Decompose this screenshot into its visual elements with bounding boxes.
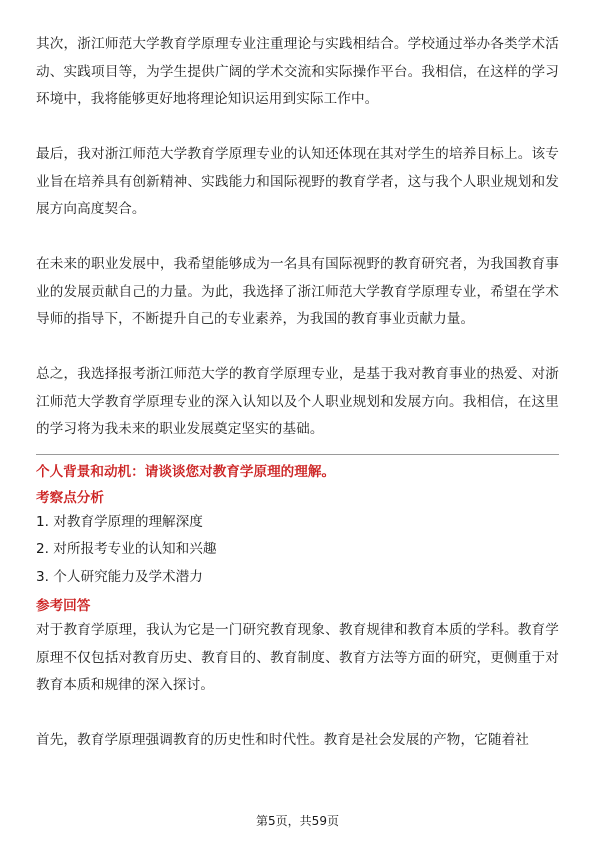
document-body [36,31,559,755]
answer-paragraph-1: 对于教育学原理，我认为它是一门研究教育现象、教育规律和教育本质的学科。教育学原理不仅包括对教育历史、教育目的、教育制度、教育方法等方面的研究，更侧重于对教育本质和规律的深入探讨。 [36,622,559,693]
paragraph-gap [36,334,559,362]
paragraph-gap [36,700,559,728]
question-heading: 个人背景和动机：请谈谈您对教育学原理的理解。 [36,463,336,480]
paragraph-gap [36,114,559,142]
answer-heading: 参考回答 [36,598,91,614]
paragraph-practice: 其次，浙江师范大学教育学原理专业注重理论与实践相结合。学校通过举办各类学术活动、实践项目等，为学生提供广阔的学术交流和实际操作平台。我相信，在这样的学习环境中，我将能够更好地将理论知识运用到实际工作中。 [36,36,559,107]
answer-paragraph-2: 首先，教育学原理强调教育的历史性和时代性。教育是社会发展的产物，它随着社 [36,732,529,748]
analysis-item-2: 2. 对所报考专业的认知和兴趣 [36,541,217,557]
page-footer: 第5页，共59页 [256,814,339,828]
analysis-item-1: 1. 对教育学原理的理解深度 [36,513,203,530]
paragraph-gap [36,224,559,252]
paragraph-training-goal: 最后，我对浙江师范大学教育学原理专业的认知还体现在其对学生的培养目标上。该专业旨在培养具有创新精神、实践能力和国际视野的教育学者，这与我个人职业规划和发展方向高度契合。 [36,146,559,217]
section-divider [36,454,559,455]
paragraph-career-plan: 在未来的职业发展中，我希望能够成为一名具有国际视野的教育研究者，为我国教育事业的发展贡献自己的力量。为此，我选择了浙江师范大学教育学原理专业，希望在学术导师的指导下，不断提升自己的专业素养，为我国的教育事业贡献力量。 [36,256,559,327]
paragraph-conclusion: 总之，我选择报考浙江师范大学的教育学原理专业，是基于我对教育事业的热爱、对浙江师范大学教育学原理专业的深入认知以及个人职业规划和发展方向。我相信，在这里的学习将为我未来的职业发展奠定坚实的基础。 [36,366,559,437]
analysis-item-3: 3. 个人研究能力及学术潜力 [36,568,203,585]
analysis-heading: 考察点分析 [36,489,104,506]
